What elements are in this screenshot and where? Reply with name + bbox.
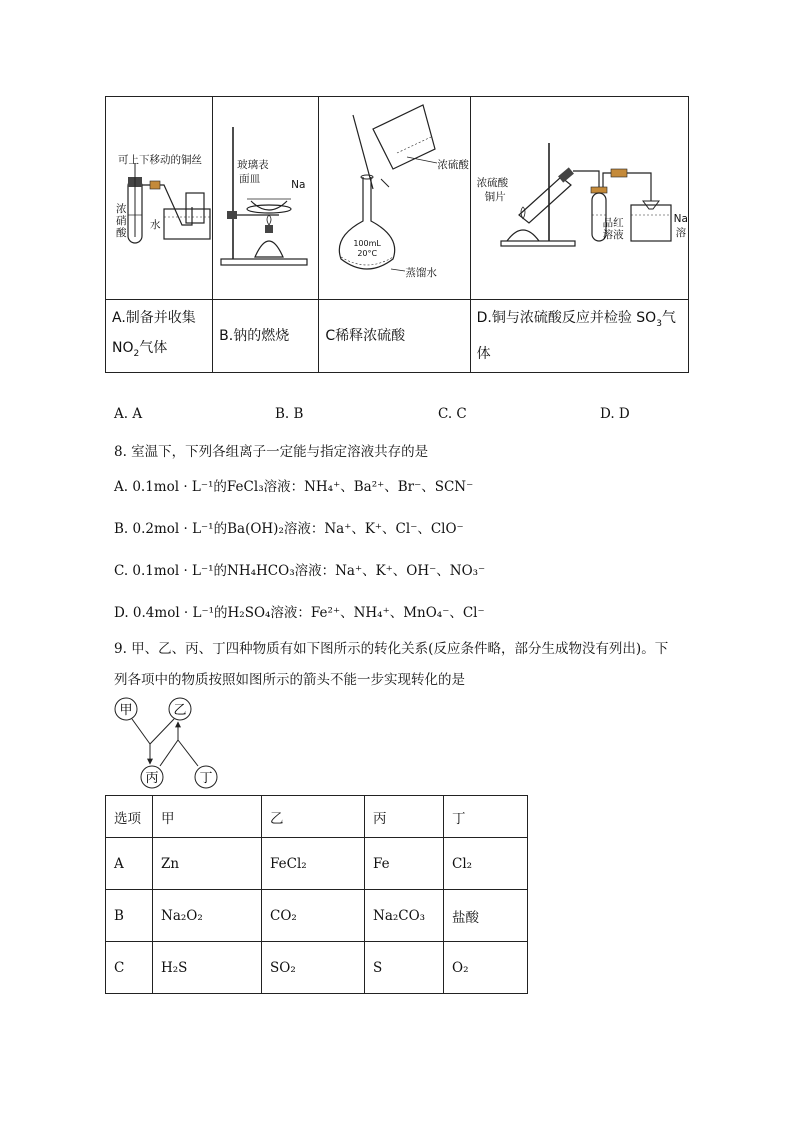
node-yi: 乙 — [173, 703, 187, 718]
caption-d — [470, 300, 688, 373]
table-row[interactable] — [106, 838, 528, 890]
apparatus-d-cell — [470, 97, 688, 300]
cell-option: B — [106, 890, 153, 942]
label-water: 水 — [150, 219, 161, 231]
q9-options-table — [105, 795, 528, 994]
caption-a-line2: $NO_2$气体 — [112, 340, 168, 359]
caption-a-line1: A.制备并收集 — [112, 310, 196, 327]
header-option: 选项 — [106, 796, 153, 838]
label-xiao: 硝 — [116, 215, 127, 227]
cell-option: C — [106, 942, 153, 994]
cell-jia: Zn — [153, 838, 262, 890]
q7-option-a[interactable]: A. A — [114, 406, 143, 422]
label-na: Na — [291, 179, 306, 191]
label-magenta: 品红 — [602, 217, 624, 229]
q8-option-d[interactable]: D. 0.4mol · L⁻¹的H₂SO₄溶液：Fe²⁺、NH₄⁺、MnO₄⁻、Cl⁻ — [114, 605, 485, 621]
cell-jia: H₂S — [153, 942, 262, 994]
label-copper-sheet: 铜片 — [484, 191, 506, 203]
label-rong: 溶 — [675, 227, 687, 239]
apparatus-b-diagram — [213, 97, 318, 295]
cell-jia: Na₂O₂ — [153, 890, 262, 942]
table-header-row — [106, 796, 528, 838]
label-watch-glass-2: 面皿 — [239, 173, 261, 185]
conversion-diagram — [110, 694, 230, 794]
caption-d-line1: D.铜与浓硫酸反应并检验 $SO_3$气 — [476, 310, 676, 329]
experiment-table — [105, 96, 689, 373]
q9-stem-line2: 列各项中的物质按照如图所示的箭头不能一步实现转化的是 — [114, 672, 465, 688]
apparatus-a-cell — [106, 97, 213, 300]
label-conc-sulfuric-d: 浓硫酸 — [476, 177, 509, 189]
label-na-d: Na — [673, 213, 688, 225]
table-row[interactable] — [106, 942, 528, 994]
label-nong: 浓 — [116, 203, 127, 215]
apparatus-c-diagram — [319, 97, 469, 295]
cell-ding: 盐酸 — [444, 890, 528, 942]
cell-bing: Na₂CO₃ — [365, 890, 444, 942]
node-bing: 丙 — [145, 771, 159, 786]
apparatus-b-cell — [213, 97, 319, 300]
q7-option-c[interactable]: C. C — [438, 406, 467, 422]
table-row[interactable] — [106, 890, 528, 942]
caption-c: C稀释浓硫酸 — [319, 300, 470, 373]
label-solution: 溶液 — [602, 229, 624, 241]
caption-a — [106, 300, 213, 373]
header-bing: 丙 — [365, 796, 444, 838]
label-conc-sulfuric: 浓硫酸 — [437, 159, 469, 171]
q8-option-c[interactable]: C. 0.1mol · L⁻¹的NH₄HCO₃溶液：Na⁺、K⁺、OH⁻、NO₃⁻ — [114, 563, 486, 579]
label-watch-glass-1: 玻璃表 — [237, 159, 269, 171]
node-jia: 甲 — [119, 703, 133, 718]
apparatus-c-cell — [319, 97, 470, 300]
header-jia: 甲 — [153, 796, 262, 838]
q8-option-b[interactable]: B. 0.2mol · L⁻¹的Ba(OH)₂溶液：Na⁺、K⁺、Cl⁻、ClO⁻ — [114, 521, 464, 537]
q7-option-d[interactable]: D. D — [600, 406, 630, 422]
label-20c: 20°C — [357, 249, 378, 258]
cell-ding: O₂ — [444, 942, 528, 994]
q8-stem: 8. 室温下，下列各组离子一定能与指定溶液共存的是 — [114, 444, 429, 460]
caption-b: B.钠的燃烧 — [213, 300, 319, 373]
node-ding: 丁 — [199, 771, 213, 786]
label-100ml: 100mL — [353, 239, 381, 248]
cell-yi: FeCl₂ — [262, 838, 365, 890]
cell-bing: Fe — [365, 838, 444, 890]
label-distilled-water: 蒸馏水 — [405, 267, 437, 279]
q7-option-b[interactable]: B. B — [275, 406, 304, 422]
cell-yi: CO₂ — [262, 890, 365, 942]
q9-stem-line1: 9. 甲、乙、丙、丁四种物质有如下图所示的转化关系(反应条件略，部分生成物没有列出)。下 — [114, 641, 669, 657]
cell-option: A — [106, 838, 153, 890]
header-ding: 丁 — [444, 796, 528, 838]
q8-option-a[interactable]: A. 0.1mol · L⁻¹的FeCl₃溶液：NH₄⁺、Ba²⁺、Br⁻、SCN⁻ — [114, 479, 474, 495]
caption-d-line2: 体 — [476, 345, 491, 362]
label-copper-wire: 可上下移动的铜丝 — [118, 154, 202, 166]
cell-ding: Cl₂ — [444, 838, 528, 890]
cell-bing: S — [365, 942, 444, 994]
label-suan: 酸 — [116, 227, 127, 239]
cell-yi: SO₂ — [262, 942, 365, 994]
header-yi: 乙 — [262, 796, 365, 838]
apparatus-a-diagram — [106, 97, 212, 295]
